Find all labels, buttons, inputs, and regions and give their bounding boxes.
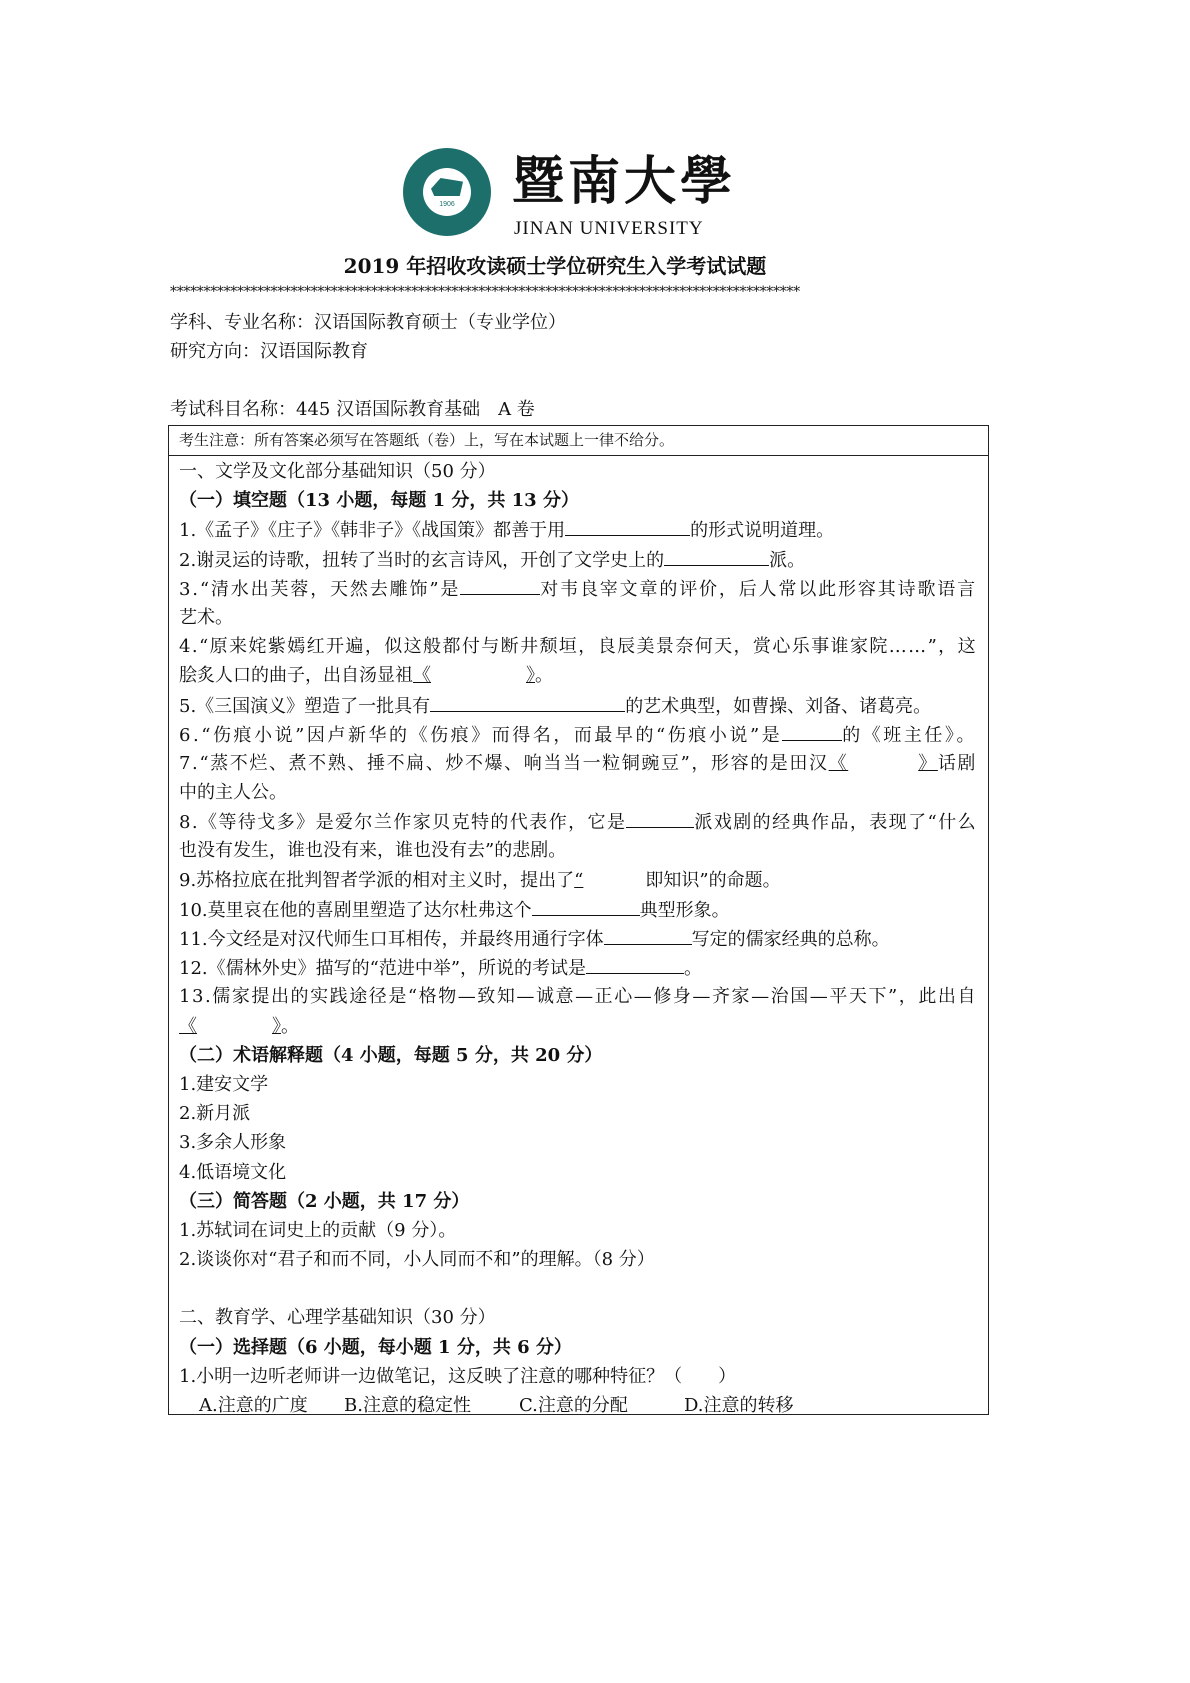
- answer-blank: [532, 895, 640, 916]
- exam-subject: 考试科目名称：445 汉语国际教育基础 A 卷: [170, 399, 535, 420]
- question-4: 4.“原来姹紫嫣红开遍，似这般都付与断井颓垣，良辰美景奈何天，赏心乐事谁家院……”，这: [179, 636, 977, 658]
- exam-title: 2019 年招收攻读硕士学位研究生入学考试试题: [343, 254, 767, 278]
- section-heading: （一）填空题（13 小题，每题 1 分，共 13 分）: [179, 490, 579, 512]
- question-8: 8.《等待戈多》是爱尔兰作家贝克特的代表作，它是 派戏剧的经典作品，表现了“什么: [179, 807, 978, 836]
- question-13: 13.儒家提出的实践途径是“格物—致知—诚意—正心—修身—齐家—治国—平天下”，此出自: [179, 986, 977, 1008]
- question-7: 7.“蒸不烂、煮不熟、捶不扁、炒不爆、响当当一粒铜豌豆”，形容的是田汉《 》话剧: [179, 752, 978, 774]
- term-item: 2.新月派: [179, 1103, 251, 1125]
- major-name: 学科、专业名称：汉语国际教育硕士（专业学位）: [170, 312, 566, 333]
- section-heading: （三）简答题（2 小题，共 17 分）: [179, 1190, 470, 1212]
- short-answer-item: 1.苏轼词在词史上的贡献（9 分）。: [179, 1219, 457, 1241]
- spacer: [179, 1274, 978, 1303]
- term-item: 3.多余人形象: [179, 1132, 287, 1154]
- section-heading: （二）术语解释题（4 小题，每题 5 分，共 20 分）: [179, 1044, 603, 1066]
- answer-blank: [565, 515, 690, 536]
- question-10: 10.莫里哀在他的喜剧里塑造了达尔杜弗这个 典型形象。: [179, 895, 978, 924]
- question-5: 5.《三国演义》塑造了一批具有 的艺术典型，如曹操、刘备、诸葛亮。: [179, 691, 978, 720]
- notice: 考生注意：所有答案必须写在答题纸（卷）上，写在本试题上一律不给分。: [169, 426, 988, 456]
- question-6: 6.“伤痕小说”因卢新华的《伤痕》而得名，而最早的“伤痕小说”是 的《班主任》。: [179, 720, 978, 749]
- part2-heading: 二、教育学、心理学基础知识（30 分）: [179, 1307, 496, 1329]
- answer-blank: [626, 807, 694, 828]
- question-2: 2.谢灵运的诗歌，扭转了当时的玄言诗风，开创了文学史上的 派。: [179, 545, 978, 574]
- research-direction: 研究方向：汉语国际教育: [170, 341, 368, 362]
- part1-heading: 一、文学及文化部分基础知识（50 分）: [179, 461, 496, 482]
- short-answer-item: 2.谈谈你对“君子和而不同，小人同而不和”的理解。（8 分）: [179, 1249, 655, 1271]
- question-9: 9.苏格拉底在批判智者学派的相对主义时，提出了“ 即知识”的命题。: [179, 869, 781, 891]
- question-3-cont: 艺术。: [179, 606, 233, 628]
- exam-content: [169, 456, 988, 1420]
- answer-blank: [664, 545, 769, 566]
- term-item: 1.建安文学: [179, 1073, 269, 1095]
- question-11: 11.今文经是对汉代师生口耳相传，并最终用通行字体 写定的儒家经典的总称。: [179, 924, 978, 953]
- option-d: D.注意的转移: [684, 1395, 794, 1416]
- question-1: 1.《孟子》《庄子》《韩非子》《战国策》都善于用 的形式说明道理。: [179, 515, 978, 544]
- choice-question-1: 1.小明一边听老师讲一边做笔记，这反映了注意的哪种特征？（ ）: [179, 1365, 737, 1387]
- term-item: 4.低语境文化: [179, 1161, 287, 1183]
- question-4-cont: 脍炙人口的曲子，出自汤显祖《 》。: [179, 665, 553, 687]
- university-logo-chinese: 暨南大學: [512, 151, 737, 212]
- question-13-cont: 《 》。: [179, 1015, 299, 1037]
- question-12: 12.《儒林外史》描写的“范进中举”，所说的考试是 。: [179, 953, 978, 982]
- answer-blank: [586, 953, 684, 974]
- option-c: C.注意的分配: [519, 1395, 628, 1416]
- option-b: B.注意的稳定性: [344, 1395, 471, 1416]
- separator: **********************************************************************************************: [170, 284, 800, 300]
- question-3: 3.“清水出芙蓉，天然去雕饰”是 对韦良宰文章的评价，后人常以此形容其诗歌语言: [179, 574, 978, 603]
- option-a: A.注意的广度: [199, 1395, 308, 1416]
- choice-options: [179, 1391, 978, 1420]
- answer-blank: [782, 720, 842, 741]
- question-7-cont: 中的主人公。: [179, 782, 287, 804]
- answer-blank: [604, 924, 692, 945]
- section-heading: （一）选择题（6 小题，每小题 1 分，共 6 分）: [179, 1336, 572, 1358]
- university-logo-english: JINAN UNIVERSITY: [514, 218, 704, 239]
- answer-blank: [460, 574, 540, 595]
- exam-box: [168, 425, 989, 1415]
- answer-blank: [430, 691, 625, 712]
- question-8-cont: 也没有发生，谁也没有来，谁也没有去”的悲剧。: [179, 840, 567, 862]
- university-seal-logo: 1906: [403, 148, 491, 236]
